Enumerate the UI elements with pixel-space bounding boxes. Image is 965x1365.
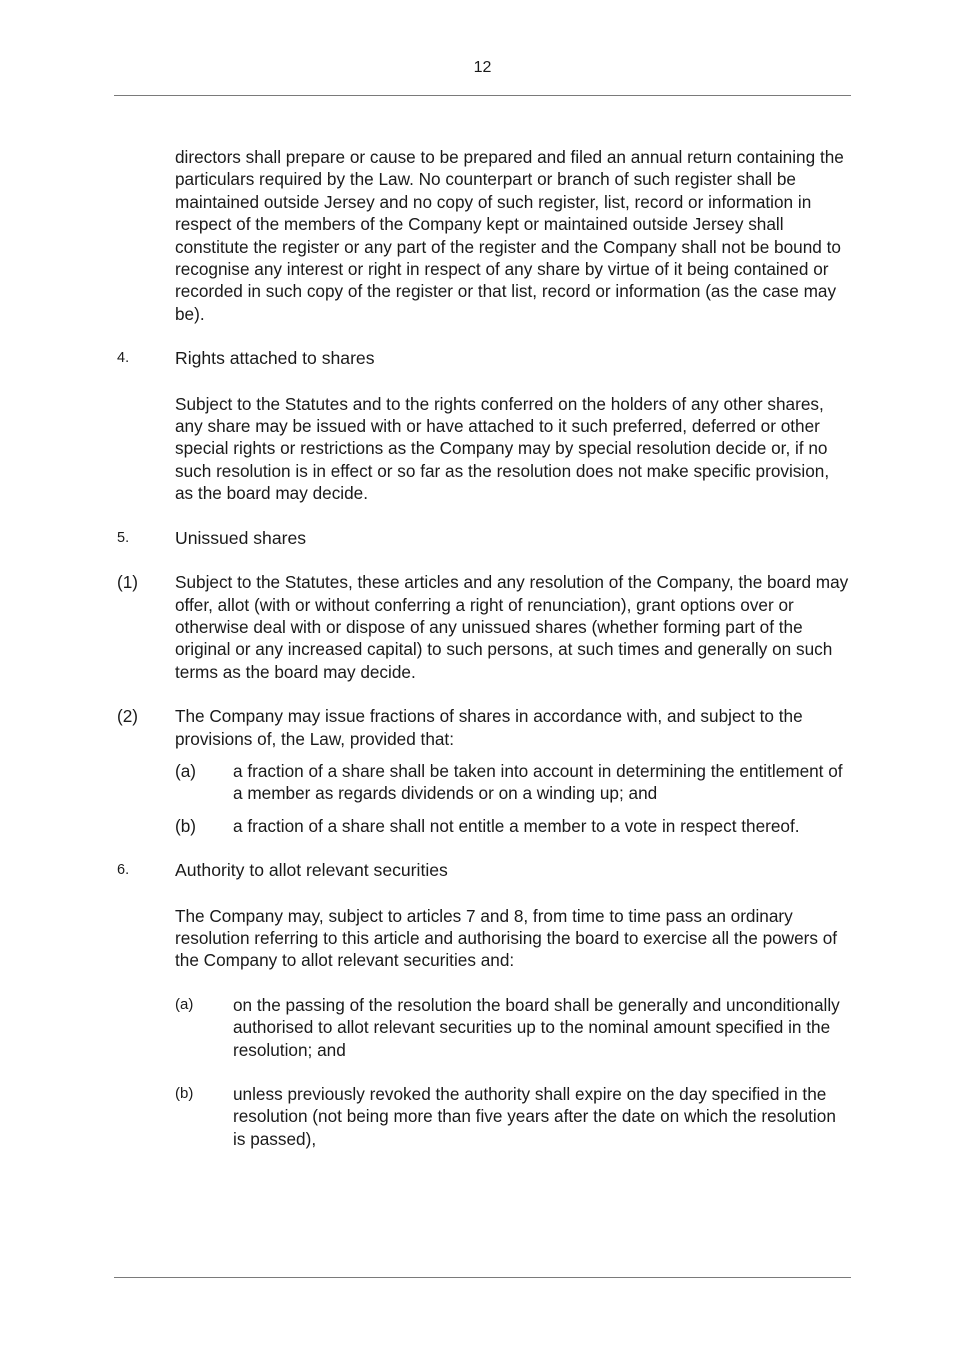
- item-number: (a): [175, 760, 197, 781]
- article-5-title: Unissued shares: [175, 527, 307, 548]
- article-6-heading: [117, 859, 965, 881]
- article-4-title: Rights attached to shares: [175, 348, 375, 369]
- article-4-body: Subject to the Statutes and to the rights conferred on the holders of any other shares, any share may be issued with or have attached to it such preferred, deferred or other special rights or restrictions as the Company may by special resolution decide or, if no such resolution is in effect or so far as the resolution does not make specific provision, as the board may decide.: [175, 393, 830, 504]
- article-6-title: Authority to allot relevant securities: [175, 860, 448, 881]
- footer-divider: [114, 1277, 851, 1278]
- article-5-item-b: [175, 815, 853, 837]
- article-5-paragraph-1: [117, 571, 851, 683]
- header-divider: [114, 95, 851, 96]
- item-text: a fraction of a share shall be taken into account in determining the entitlement of a member as regards dividends or on a winding up; and: [233, 760, 843, 804]
- paragraph-number: (1): [117, 572, 139, 593]
- item-text: a fraction of a share shall not entitle a member to a vote in respect thereof.: [233, 815, 800, 836]
- article-5-number: 5.: [117, 529, 130, 546]
- article-6-item-a: [175, 994, 853, 1061]
- paragraph-text: Subject to the Statutes, these articles and any resolution of the Company, the board may offer, allot (with or without conferring a right of renunciation), grant options over or otherwise deal with or dispose of any unissued shares (whether forming part of the original or any increased capital) to such persons, at such times and generally on such terms as the board may decide.: [175, 572, 849, 682]
- article-4-number: 4.: [117, 350, 130, 367]
- item-number: (b): [175, 815, 197, 836]
- article-5-paragraph-2: [117, 705, 851, 750]
- article-5-heading: [117, 527, 965, 549]
- page-number: 12: [473, 59, 492, 76]
- article-4-heading: [117, 347, 965, 369]
- item-number: (a): [175, 995, 194, 1013]
- article-6-body: The Company may, subject to articles 7 and 8, from time to time pass an ordinary resolution referring to this article and authorising the board to exercise all the powers of the Company to allot relevant securities and:: [175, 905, 838, 971]
- article-6-number: 6.: [117, 862, 130, 879]
- article-5-item-a: [175, 760, 853, 805]
- item-text: unless previously revoked the authority shall expire on the day specified in the resolution (not being more than five years after the date on which the resolution is passed),: [233, 1084, 836, 1149]
- item-text: on the passing of the resolution the board shall be generally and unconditionally authorised to allot relevant securities up to the nominal amount specified in the resolution; and: [233, 994, 840, 1060]
- paragraph-text: The Company may issue fractions of shares in accordance with, and subject to the provisions of, the Law, provided that:: [175, 706, 803, 749]
- intro-paragraph: directors shall prepare or cause to be prepared and filed an annual return containing the particulars required by the Law. No counterpart or branch of such register shall be maintained outside Jersey and no copy of such register, list, record or information in respect of the members of the Company kept or maintained outside Jersey shall constitute the register or any part of the register and the Company shall not be bound to recognise any interest or right in respect of any share by virtue of it being contained or recorded in such copy of the register or that list, record or information (as the case may be).: [175, 147, 844, 324]
- paragraph-number: (2): [117, 706, 139, 727]
- article-6-item-b: [175, 1083, 853, 1150]
- document-body: [0, 146, 965, 1150]
- item-number: (b): [175, 1085, 194, 1102]
